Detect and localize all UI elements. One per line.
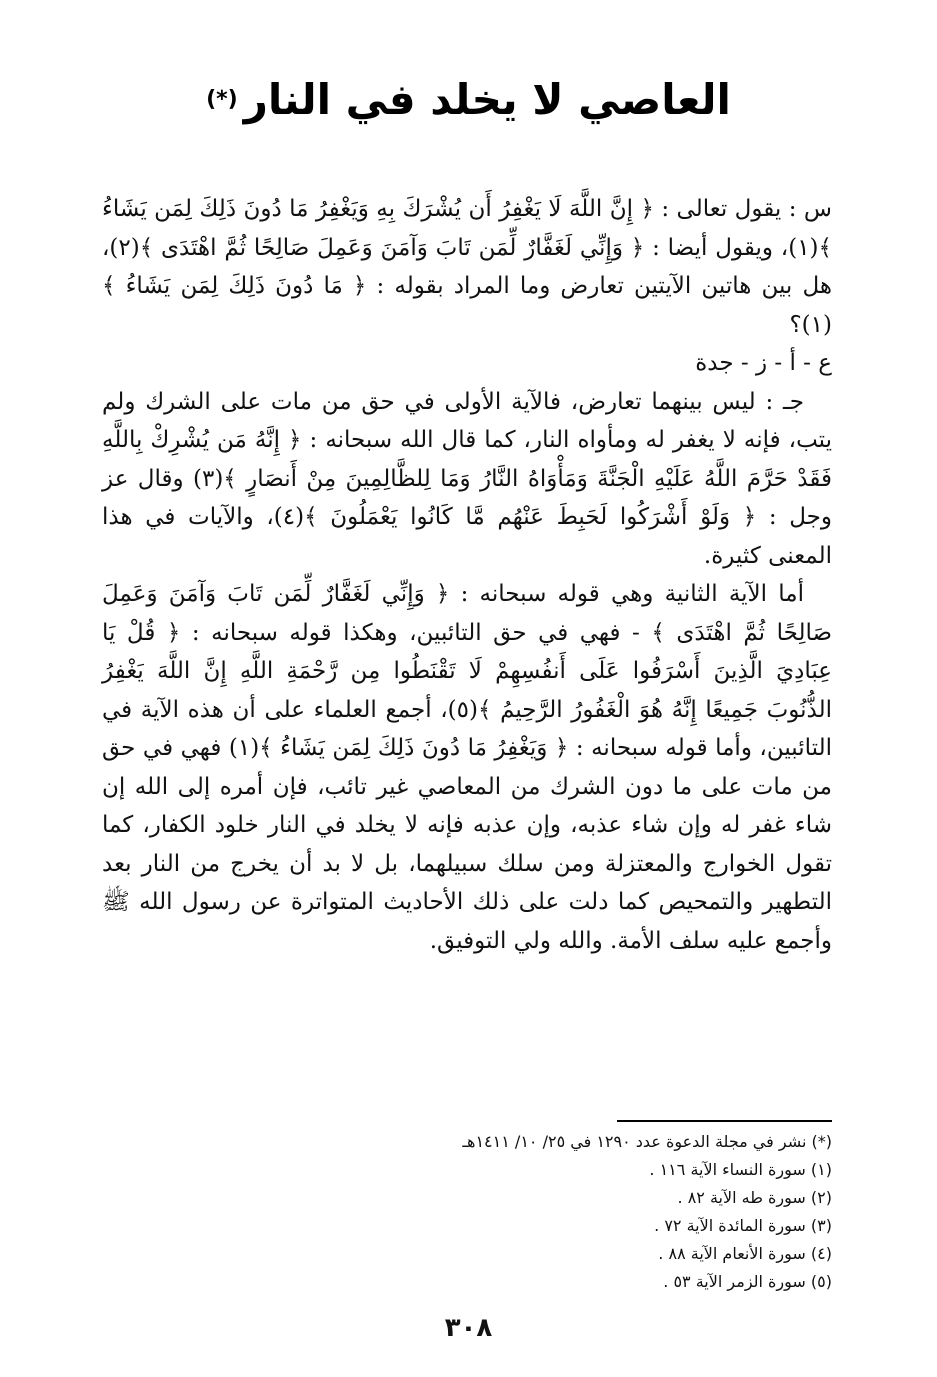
footnote-item: (٤) سورة الأنعام الآية ٨٨ . [658, 1244, 832, 1263]
title-footnote-marker: (*) [206, 87, 238, 112]
title-text: العاصي لا يخلد في النار [243, 75, 731, 124]
question-paragraph: س : يقول تعالى : ﴿ إِنَّ اللَّهَ لَا يَغْفِرُ أَن يُشْرَكَ بِهِ وَيَغْفِرُ مَا دُونَ ذَلِكَ لِمَن يَشَاءُ ﴾(١)، ويقول أيضا : ﴿ وَإِنِّي لَغَفَّارٌ لِّمَن تَابَ وَآمَنَ وَعَمِلَ صَالِحًا ثُمَّ اهْتَدَى ﴾(٢)، هل بين هاتين الآيتين تعارض وما المراد بقوله : ﴿ مَا دُونَ ذَلِكَ لِمَن يَشَاءُ ﴾(١)؟ [102, 196, 832, 338]
footnote-item: (٣) سورة المائدة الآية ٧٢ . [654, 1216, 832, 1235]
footnote-item: (٢) سورة طه الآية ٨٢ . [677, 1188, 832, 1207]
answer-paragraph-1: جـ : ليس بينهما تعارض، فالآية الأولى في حق من مات على الشرك ولم يتب، فإنه لا يغفر له ومأواه النار، كما قال الله سبحانه : ﴿ إِنَّهُ مَن يُشْرِكْ بِاللَّهِ فَقَدْ حَرَّمَ اللَّهُ عَلَيْهِ الْجَنَّةَ وَمَأْوَاهُ النَّارُ وَمَا لِلظَّالِمِينَ مِنْ أَنصَارٍ ﴾(٣) وقال عز وجل : ﴿ وَلَوْ أَشْرَكُوا لَحَبِطَ عَنْهُم مَّا كَانُوا يَعْمَلُونَ ﴾(٤)، والآيات في هذا المعنى كثيرة. [102, 388, 832, 569]
page-number: ٣٠٨ [444, 1313, 493, 1343]
answer-paragraph-2: أما الآية الثانية وهي قوله سبحانه : ﴿ وَإِنِّي لَغَفَّارٌ لِّمَن تَابَ وَآمَنَ وَعَمِلَ صَالِحًا ثُمَّ اهْتَدَى ﴾ - فهي في حق التائبين، وهكذا قوله سبحانه : ﴿ قُلْ يَا عِبَادِيَ الَّذِينَ أَسْرَفُوا عَلَى أَنفُسِهِمْ لَا تَقْنَطُوا مِن رَّحْمَةِ اللَّهِ إِنَّ اللَّهَ يَغْفِرُ الذُّنُوبَ جَمِيعًا إِنَّهُ هُوَ الْغَفُورُ الرَّحِيمُ ﴾(٥)، أجمع العلماء على أن هذه الآية في التائبين، وأما قوله سبحانه : ﴿ وَيَغْفِرُ مَا دُونَ ذَلِكَ لِمَن يَشَاءُ ﴾(١) فهي في حق من مات على ما دون الشرك من المعاصي غير تائب، فإن أمره إلى الله إن شاء غفر له وإن شاء عذبه، وإن عذبه فإنه لا يخلد في النار خلود الكفار، كما تقول الخوارج والمعتزلة ومن سلك سبيلهما، بل لا بد أن يخرج من النار بعد التطهير والتمحيص كما دلت على ذلك الأحاديث المتواترة عن رسول الله ﷺ وأجمع عليه سلف الأمة. والله ولي التوفيق. [102, 581, 832, 954]
footnote-item: (٥) سورة الزمر الآية ٥٣ . [663, 1272, 832, 1291]
footnote-divider [617, 1120, 832, 1122]
question-asker: ع - أ - ز - جدة [695, 350, 832, 376]
footnote-item: (*) نشر في مجلة الدعوة عدد ١٢٩٠ في ٢٥/ ١٠/ ١٤١١هـ [462, 1132, 832, 1151]
page-title [0, 70, 937, 130]
article-body [102, 190, 832, 960]
footnote-item: (١) سورة النساء الآية ١١٦ . [649, 1160, 832, 1179]
footnotes [332, 1128, 832, 1296]
